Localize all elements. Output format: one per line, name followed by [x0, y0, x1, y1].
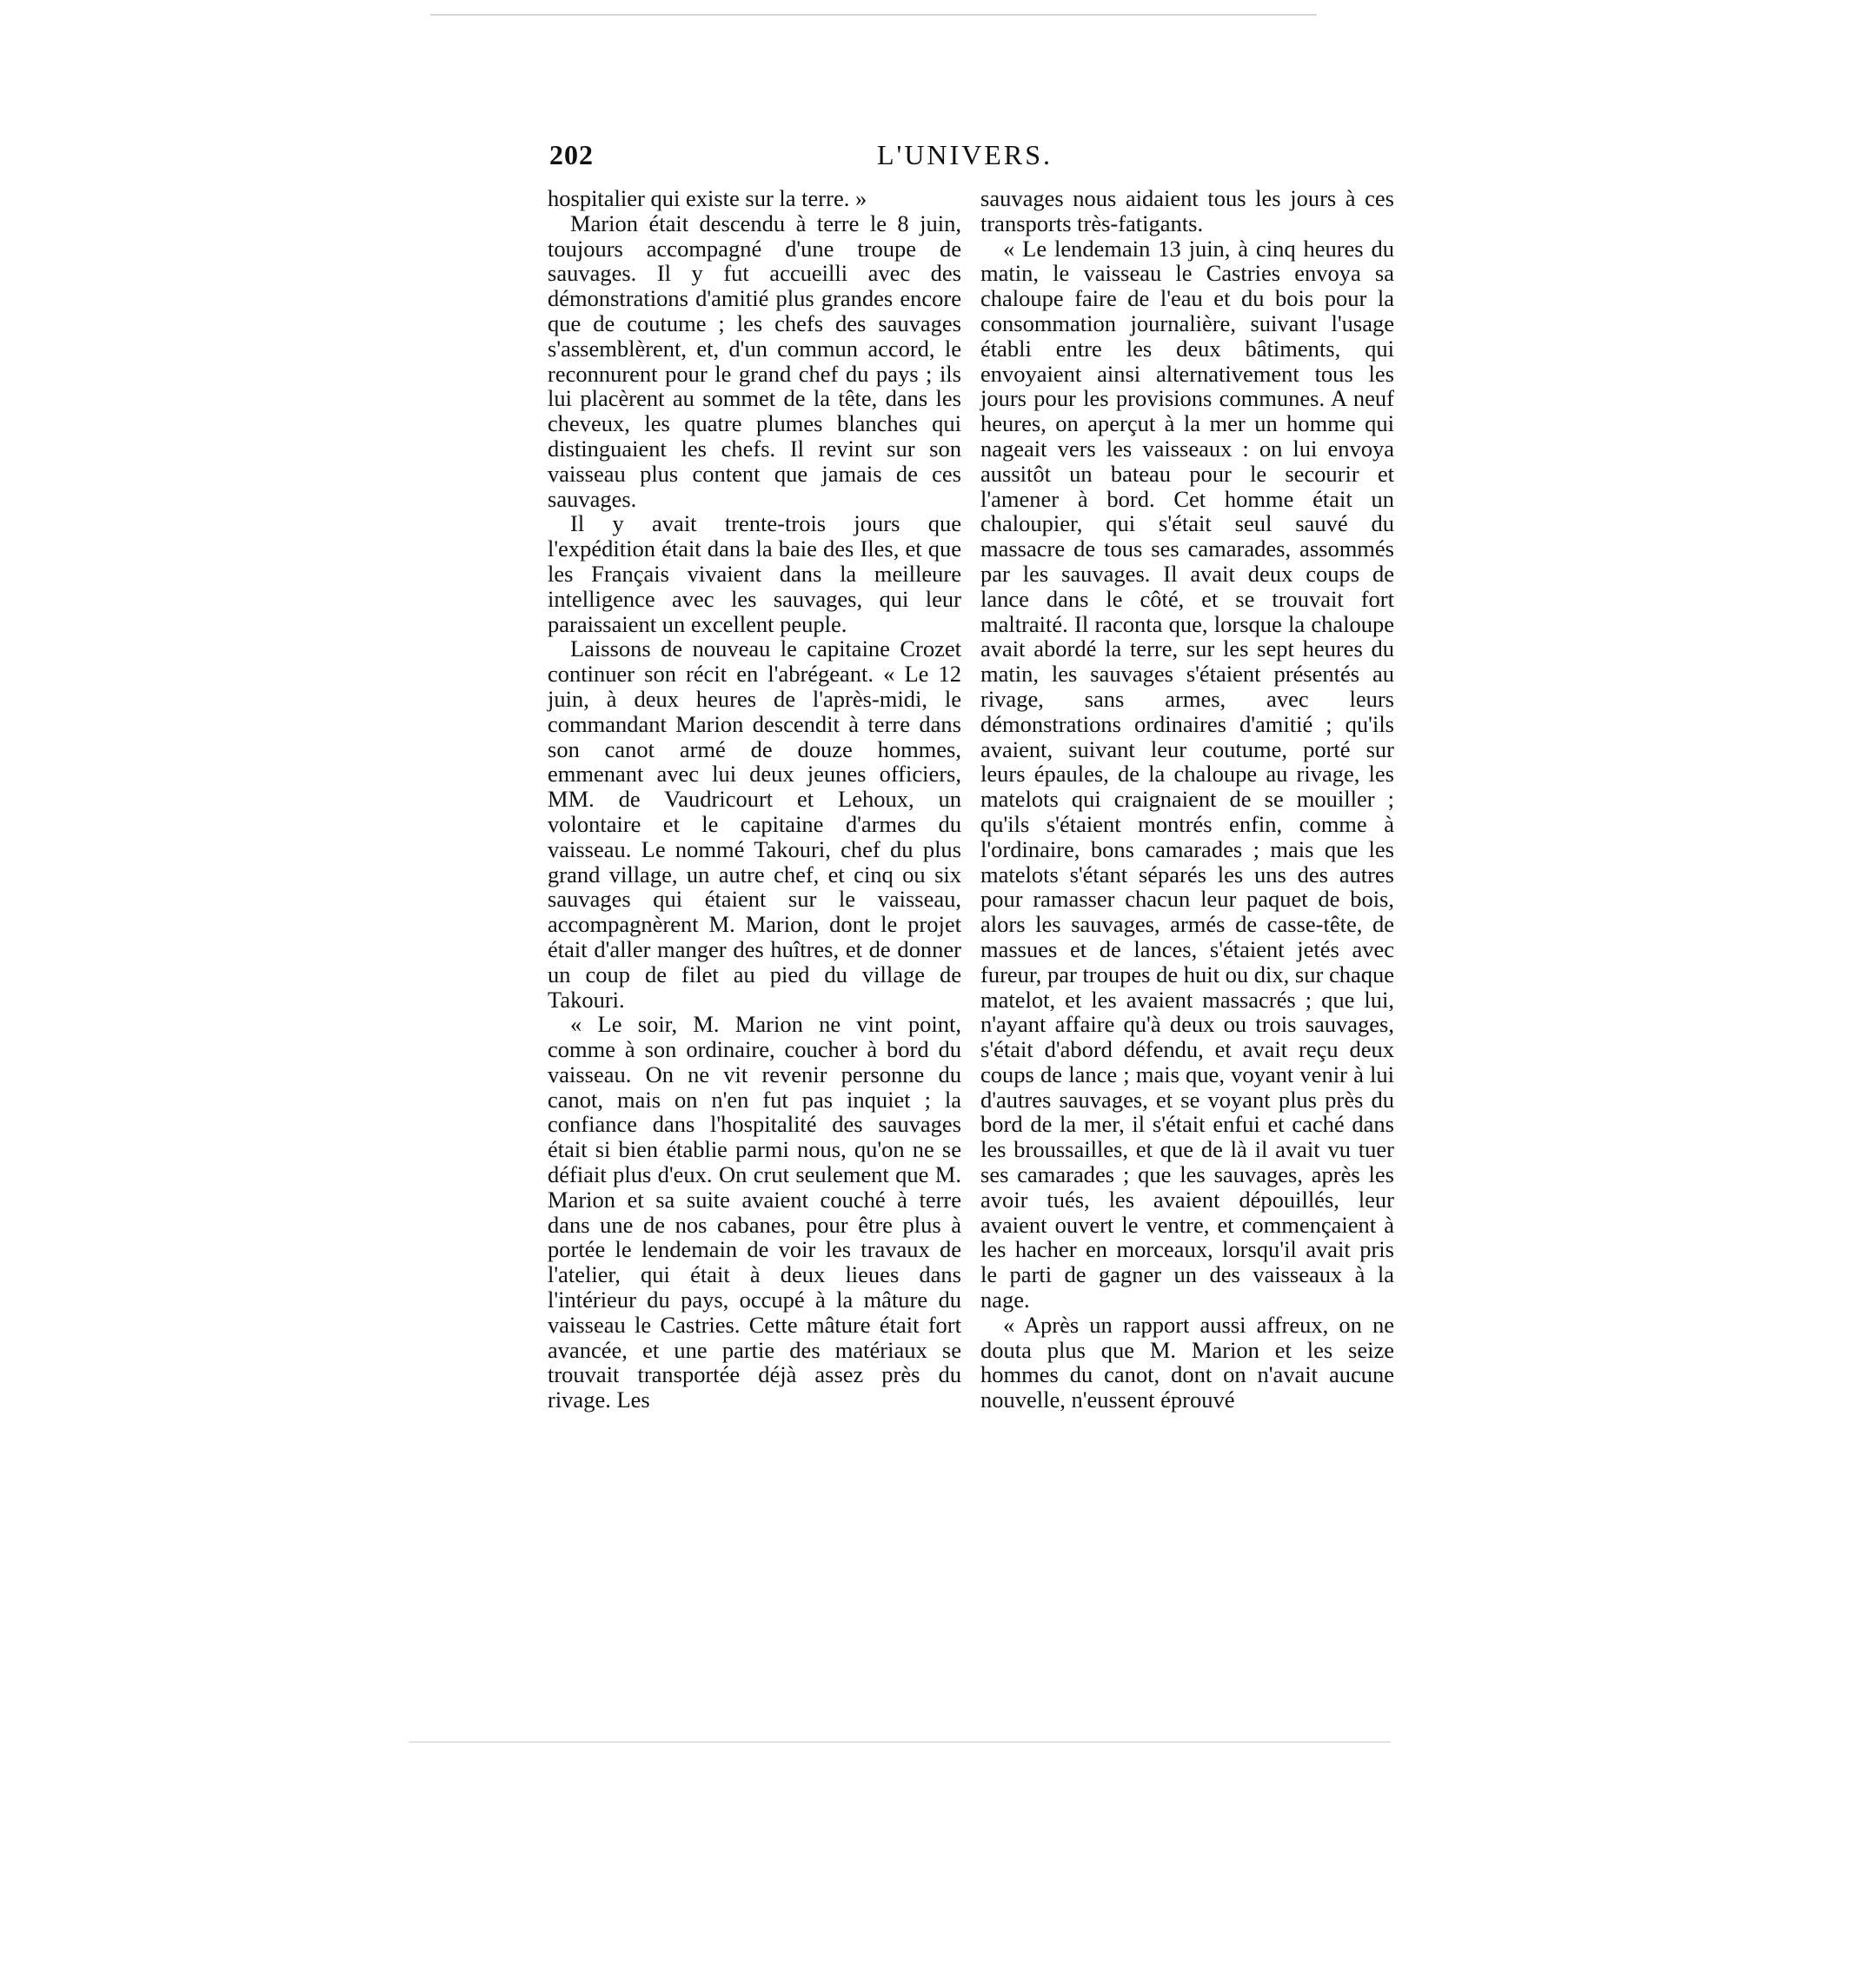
paragraph: hospitalier qui existe sur la terre. » [548, 185, 867, 211]
right-column [980, 186, 1394, 1413]
paragraph: Laissons de nouveau le capitaine Crozet continuer son récit en l'abrégeant. « Le 12 juin, à deux heures de l'après-midi, le commandant Marion descendit à terre dans son canot armé de douze hommes, emmenant avec lui deux jeunes officiers, MM. de Vaudricourt et Lehoux, un volontaire et le capitaine d'armes du vaisseau. Le nommé Takouri, chef du plus grand village, un autre chef, et cinq ou six sauvages qui étaient sur le vaisseau, accompagnèrent M. Marion, dont le projet était d'aller manger des huîtres, et de donner un coup de filet au pied du village de Takouri. [548, 635, 961, 1013]
left-column [548, 186, 961, 1413]
paragraph: « Après un rapport aussi affreux, on ne douta plus que M. Marion et les seize hommes du canot, dont on n'avait aucune nouvelle, n'eussent éprouvé [980, 1311, 1394, 1413]
scan-artifact-top [430, 14, 1317, 16]
scan-artifact-bottom [409, 1741, 1391, 1743]
paragraph: « Le lendemain 13 juin, à cinq heures du matin, le vaisseau le Castries envoya sa chaloupe faire de l'eau et du bois pour la consommation journalière, suivant l'usage établi entre les deux bâtiments, qui envoyaient ainsi alternativement tous les jours pour les provisions communes. A neuf heures, on aperçut à la mer un homme qui nageait vers les vaisseaux : on lui envoya aussitôt un bateau pour le secourir et l'amener à bord. Cet homme était un chaloupier, qui s'était seul sauvé du massacre de tous ses camarades, assommés par les sauvages. Il avait deux coups de lance dans le côté, et se trouvait fort maltraité. Il raconta que, lorsque la chaloupe avait abordé la terre, sur les sept heures du matin, les sauvages s'étaient présentés au rivage, sans armes, avec leurs démonstrations ordinaires d'amitié ; qu'ils avaient, suivant leur coutume, porté sur leurs épaules, de la chaloupe au rivage, les matelots qui craignaient de se mouiller ; qu'ils s'étaient montrés enfin, comme à l'ordinaire, bons camarades ; mais que les matelots s'étant séparés les uns des autres pour ramasser chacun leur paquet de bois, alors les sauvages, armés de casse-tête, de massues et de lances, s'étaient jetés avec fureur, par troupes de huit ou dix, sur chaque matelot, et les avaient massacrés ; que lui, n'ayant affaire qu'à deux ou trois sauvages, s'était d'abord défendu, et avait reçu deux coups de lance ; mais que, voyant venir à lui d'autres sauvages, et se voyant plus près du bord de la mer, il s'était enfui et caché dans les broussailles, et que de là il avait vu tuer ses camarades ; que les sauvages, après les avoir tués, les avaient dépouillés, leur avaient ouvert le ventre, et commençaient à les hacher en morceaux, lorsqu'il avait pris le parti de gagner un des vaisseaux à la nage. [980, 235, 1394, 1313]
paragraph: « Le soir, M. Marion ne vint point, comme à son ordinaire, coucher à bord du vaisseau. On ne vit revenir personne du canot, mais on n'en fut pas inquiet ; la confiance dans l'hospitalité des sauvages était si bien établie parmi nous, qu'on ne se défiait plus d'eux. On crut seulement que M. Marion et sa suite avaient couché à terre dans une de nos cabanes, pour être plus à portée le lendemain de voir les travaux de l'atelier, qui était à deux lieues dans l'intérieur du pays, occupé à la mâture du vaisseau le Castries. Cette mâture était fort avancée, et une partie des matériaux se trouvait transportée déjà assez près du rivage. Les [548, 1011, 961, 1413]
book-page [539, 130, 1394, 1413]
running-title: L'UNIVERS. [877, 139, 1053, 170]
page-number: 202 [549, 139, 594, 170]
paragraph: sauvages nous aidaient tous les jours à ces transports très-fatigants. [980, 185, 1394, 236]
paragraph: Il y avait trente-trois jours que l'expédition était dans la baie des Iles, et que les Français vivaient dans la meilleure intelligence avec les sauvages, qui leur paraissaient un excellent peuple. [548, 510, 961, 637]
running-head [539, 130, 1391, 176]
paragraph: Marion était descendu à terre le 8 juin, toujours accompagné d'une troupe de sauvages. Il y fut accueilli avec des démonstrations d'amitié plus grandes encore que de coutume ; les chefs des sauvages s'assemblèrent, et, d'un commun accord, le reconnurent pour le grand chef du pays ; ils lui placèrent au sommet de la tête, dans les cheveux, les quatre plumes blanches qui distinguaient les chefs. Il revint sur son vaisseau plus content que jamais de ces sauvages. [548, 209, 961, 512]
